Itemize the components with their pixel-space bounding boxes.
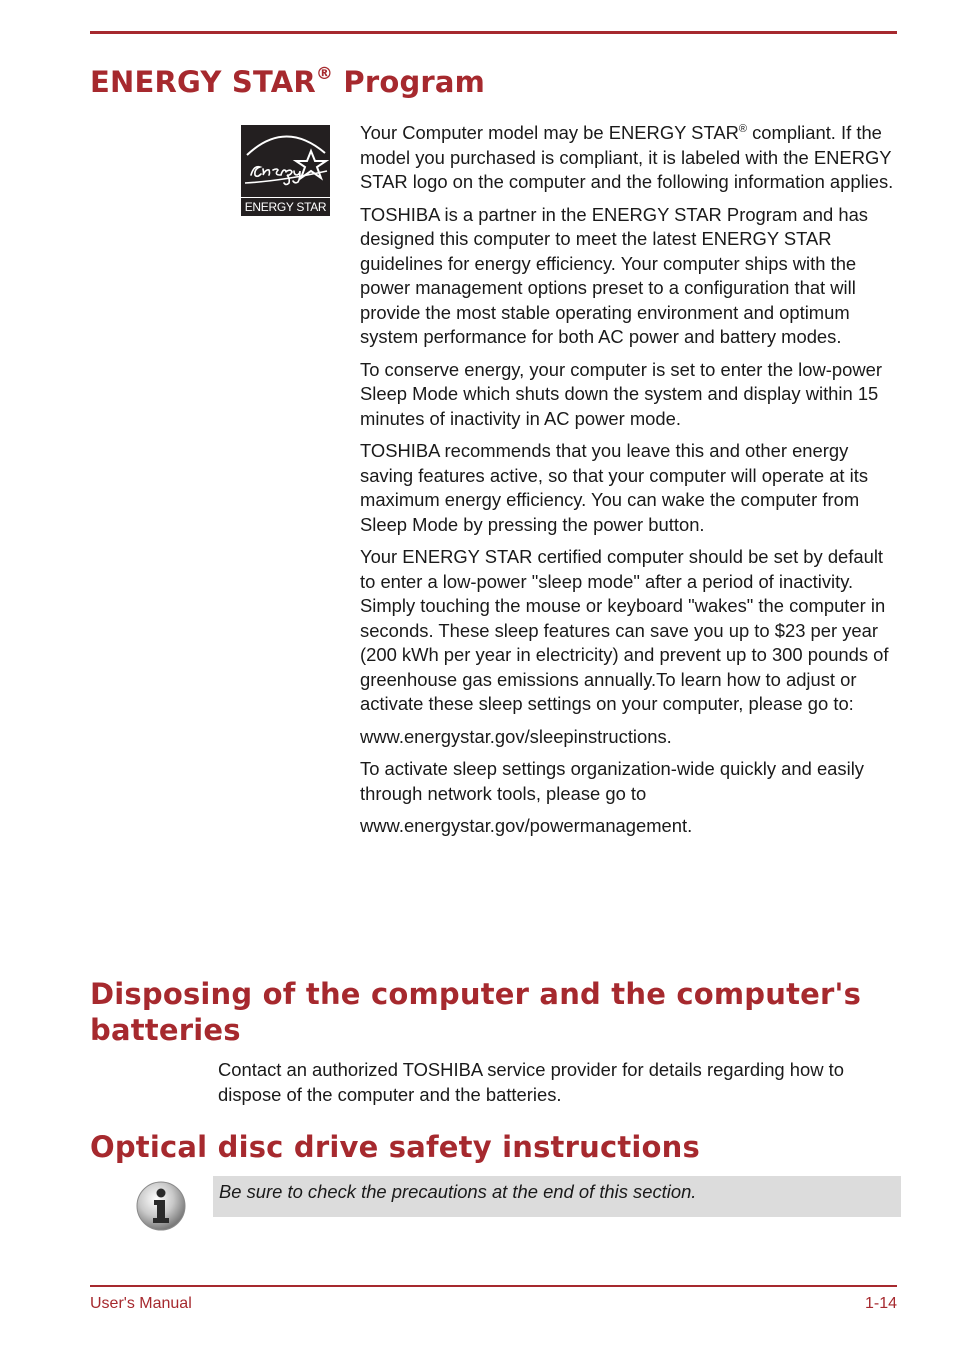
bottom-rule [90, 1285, 897, 1287]
energy-star-logo [241, 125, 330, 216]
top-rule [90, 31, 897, 34]
disposing-body: Contact an authorized TOSHIBA service provider for details regarding how to dispose of the computer and the batteries. [218, 1059, 844, 1105]
energy-star-body [360, 121, 900, 847]
paragraph: Your Computer model may be ENERGY STAR® compliant. If the model you purchased is compliant, it is labeled with the ENERGY STAR logo on the computer and the following information applies. [360, 122, 894, 192]
sleep-instructions-link[interactable]: www.energystar.gov/sleepinstructions. [360, 725, 672, 747]
note-text: Be sure to check the precautions at the end of this section. [219, 1181, 697, 1202]
section-title-optical: Optical disc drive safety instructions [90, 1130, 700, 1164]
paragraph: TOSHIBA is a partner in the ENERGY STAR Program and has designed this computer to meet the latest ENERGY STAR guidelines for energy efficiency. Your computer ships with the power management options preset to a configuration that will provide the most stable operating environment and optimum system performance for both AC power and battery modes. [360, 203, 869, 347]
note-box [213, 1176, 901, 1217]
info-icon [135, 1180, 187, 1232]
energy-star-logo-label: ENERGY STAR [241, 197, 330, 216]
paragraph: To conserve energy, your computer is set to enter the low-power Sleep Mode which shuts down the system and display within 15 minutes of inactivity in AC power mode. [360, 358, 882, 429]
energy-star-swoosh-icon [241, 125, 330, 197]
footer-title: User's Manual [90, 1295, 192, 1312]
page-number: 1-14 [864, 1295, 897, 1312]
paragraph: To activate sleep settings organization-wide quickly and easily through network tools, please go to [360, 758, 864, 804]
paragraph: TOSHIBA recommends that you leave this and other energy saving features active, so that your computer will operate at its maximum energy efficiency. You can wake the computer from Sleep Mode by pressing the power button. [360, 440, 869, 535]
section-title-disposing: Disposing of the computer and the computer's batteries [90, 977, 862, 1047]
power-management-link[interactable]: www.energystar.gov/powermanagement. [360, 815, 693, 836]
section-title-energy-star: ENERGY STAR® Program [90, 64, 486, 99]
paragraph: Your ENERGY STAR certified computer should be set by default to enter a low-power "sleep mode" after a period of inactivity. Simply touching the mouse or keyboard "wakes" the computer in seconds. These sleep features can save you up to $23 per year (200 kWh per year in electricity) and prevent up to 300 pounds of greenhouse gas emissions annually.To learn how to adjust or activate these sleep settings on your computer, please go to: [360, 546, 889, 714]
